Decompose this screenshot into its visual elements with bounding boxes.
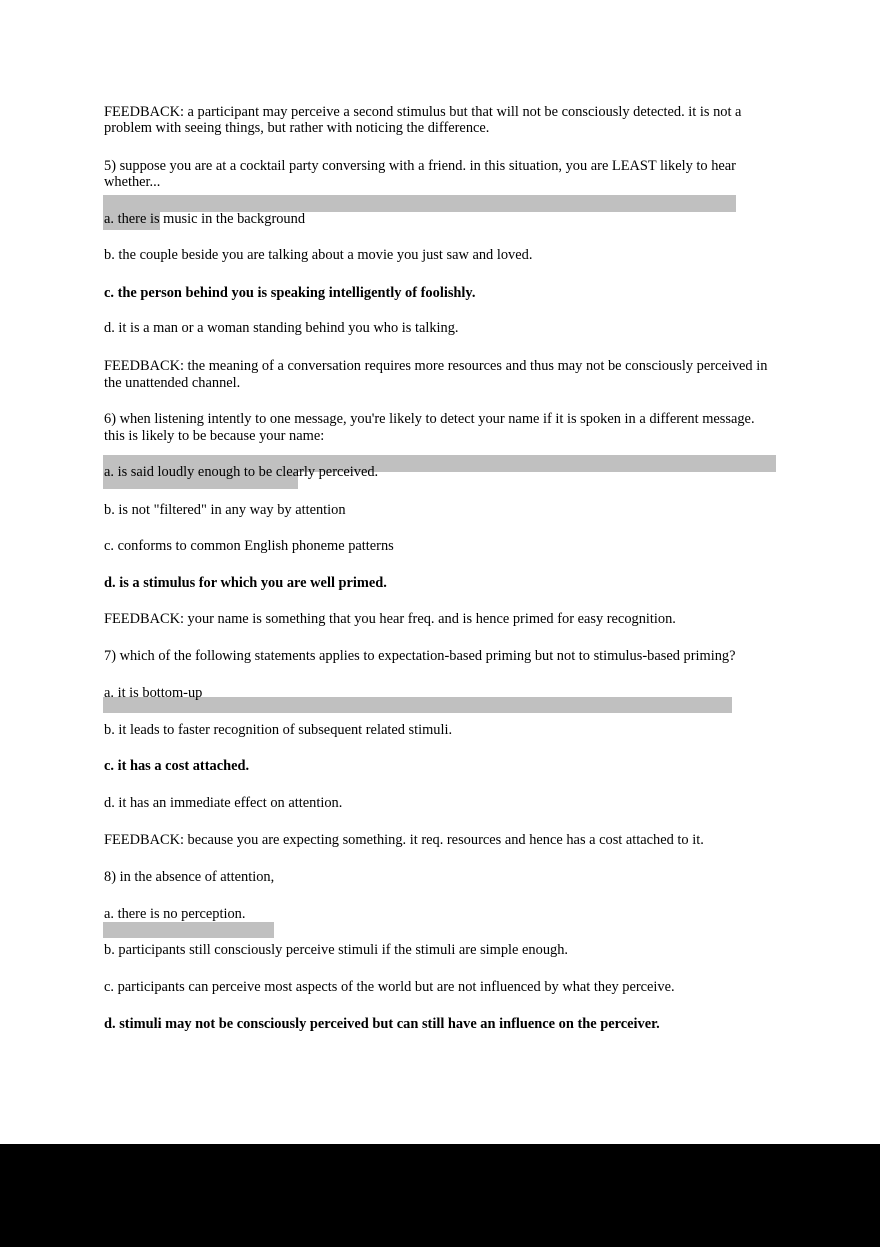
- question-prompt: this is likely to be because your name:: [104, 428, 325, 444]
- answer-option-b: b. it leads to faster recognition of subsequent related stimuli.: [104, 722, 453, 738]
- feedback-text: FEEDBACK: the meaning of a conversation requires more resources and thus may not be consciously perceived in: [104, 358, 768, 374]
- answer-option-d-correct: d. stimuli may not be consciously perceived but can still have an influence on the perceiver.: [104, 1016, 660, 1032]
- feedback-text: FEEDBACK: because you are expecting something. it req. resources and hence has a cost attached to it.: [104, 832, 704, 848]
- answer-option-c: c. conforms to common English phoneme patterns: [104, 538, 394, 554]
- question-prompt: 7) which of the following statements applies to expectation-based priming but not to stimulus-based priming?: [104, 648, 736, 664]
- answer-option-a: a. there is no perception.: [104, 906, 246, 922]
- question-prompt: whether...: [104, 174, 161, 190]
- question-prompt: 5) suppose you are at a cocktail party conversing with a friend. in this situation, you are LEAST likely to hear: [104, 158, 736, 174]
- answer-option-c: c. participants can perceive most aspects of the world but are not influenced by what they perceive.: [104, 979, 675, 995]
- question-prompt: 6) when listening intently to one message, you're likely to detect your name if it is spoken in a different message.: [104, 411, 755, 427]
- highlight-bar: [103, 922, 274, 938]
- answer-option-d: d. it is a man or a woman standing behind you who is talking.: [104, 320, 459, 336]
- answer-option-d-correct: d. is a stimulus for which you are well primed.: [104, 575, 387, 591]
- bottom-black-band: [0, 1144, 880, 1247]
- feedback-text: FEEDBACK: your name is something that you hear freq. and is hence primed for easy recognition.: [104, 611, 676, 627]
- answer-option-b: b. the couple beside you are talking about a movie you just saw and loved.: [104, 247, 533, 263]
- answer-option-a: a. it is bottom-up: [104, 685, 203, 701]
- answer-option-a: a. is said loudly enough to be clearly perceived.: [104, 464, 379, 480]
- answer-option-c-correct: c. the person behind you is speaking intelligently of foolishly.: [104, 285, 476, 301]
- feedback-text: FEEDBACK: a participant may perceive a second stimulus but that will not be consciously detected. it is not a: [104, 104, 742, 120]
- answer-option-b: b. is not "filtered" in any way by attention: [104, 502, 346, 518]
- answer-option-d: d. it has an immediate effect on attention.: [104, 795, 343, 811]
- question-prompt: 8) in the absence of attention,: [104, 869, 275, 885]
- answer-option-a: a. there is music in the background: [104, 211, 306, 227]
- answer-option-b: b. participants still consciously perceive stimuli if the stimuli are simple enough.: [104, 942, 569, 958]
- feedback-text: the unattended channel.: [104, 375, 241, 391]
- feedback-text: problem with seeing things, but rather with noticing the difference.: [104, 120, 490, 136]
- answer-option-c-correct: c. it has a cost attached.: [104, 758, 250, 774]
